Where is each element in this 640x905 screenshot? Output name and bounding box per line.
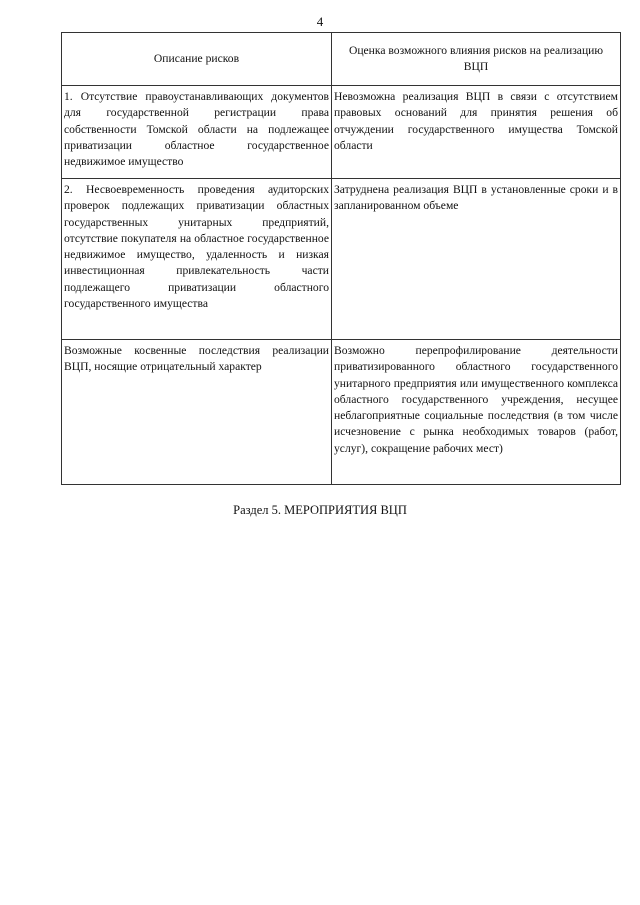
- risk-description-cell: Возможные косвенные последствия реализации ВЦП, носящие отрицательный характер: [62, 340, 332, 485]
- section-heading: Раздел 5. МЕРОПРИЯТИЯ ВЦП: [233, 503, 407, 517]
- header-risk-description: Описание рисков: [62, 33, 332, 86]
- risk-description-cell: 1. Отсутствие правоустанавливающих документов для государственной регистрации права собственности Томской области на подлежащее приватизации областное государственное недвижимое имущество: [62, 86, 332, 179]
- table-row: [62, 340, 621, 485]
- table-row: [62, 179, 621, 340]
- risk-table: [61, 32, 621, 485]
- header-risk-impact: Оценка возможного влияния рисков на реализацию ВЦП: [332, 33, 621, 86]
- table-row: [62, 86, 621, 179]
- page-number: 4: [316, 14, 324, 29]
- risk-impact-cell: Затруднена реализация ВЦП в установленные сроки и в запланированном объеме: [332, 179, 621, 340]
- table-header-row: [62, 33, 621, 86]
- risk-impact-cell: Возможно перепрофилирование деятельности приватизированного областного государственного унитарного предприятия или имущественного комплекса областного государственного учреждения, несущее неблагоприятные социальные последствия (в том числе исчезновение с рынка необходимых товаров (работ, услуг), сокращение рабочих мест): [332, 340, 621, 485]
- risk-description-cell: 2. Несвоевременность проведения аудиторских проверок подлежащих приватизации областных государственных унитарных предприятий, отсутствие покупателя на областное государственное недвижимое имущество, удаленность и низкая инвестиционная привлекательность части подлежащего приватизации областного государственного имущества: [62, 179, 332, 340]
- risk-impact-cell: Невозможна реализация ВЦП в связи с отсутствием правовых оснований для принятия решения об отчуждении государственного имущества Томской области: [332, 86, 621, 179]
